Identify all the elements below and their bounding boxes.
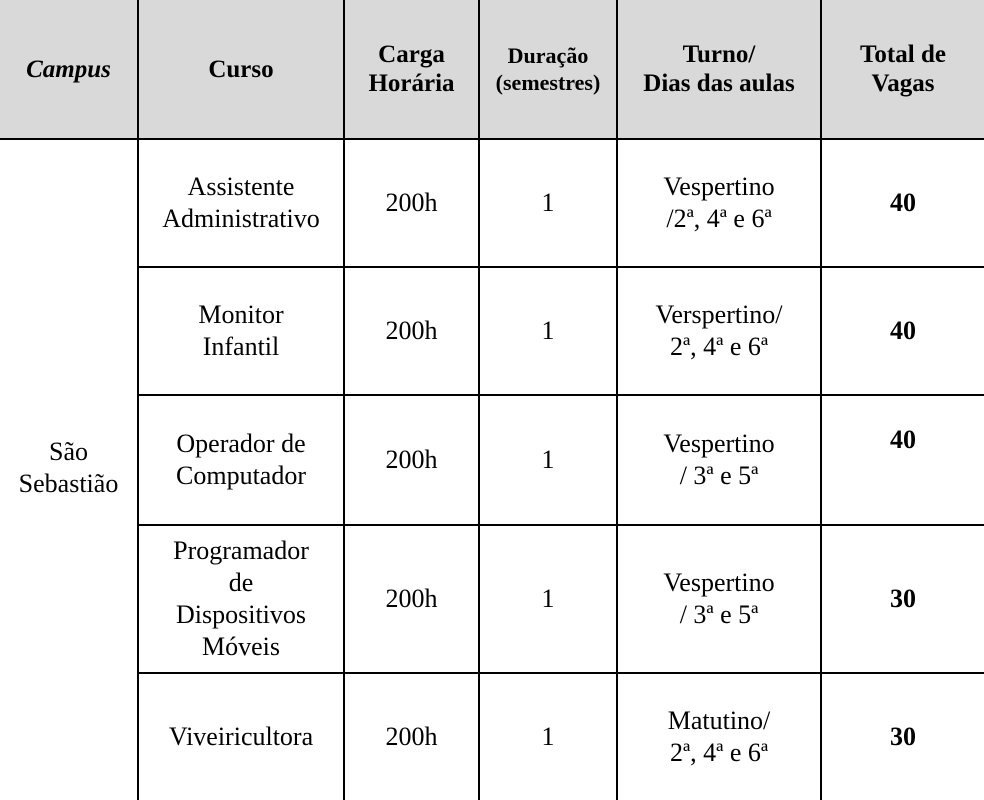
- turno-value: Vespertino / 3ª e 5ª: [663, 429, 775, 490]
- duracao-value: 1: [541, 445, 555, 474]
- curso-name: Monitor Infantil: [198, 300, 284, 361]
- table-row-3-duracao: [480, 396, 618, 526]
- table-row-1-curso: [139, 140, 345, 268]
- duracao-value: 1: [541, 316, 555, 345]
- table-row-1-turno: [618, 140, 822, 268]
- turno-value: Verspertino/ 2ª, 4ª e 6ª: [655, 300, 783, 361]
- carga-value: 200h: [385, 445, 438, 474]
- vagas-value: 40: [890, 425, 916, 454]
- table-row-3-carga: [345, 396, 480, 526]
- duracao-value: 1: [541, 722, 555, 751]
- table-row-4-turno: [618, 526, 822, 674]
- table-row-3-curso: [139, 396, 345, 526]
- vagas-value: 30: [890, 722, 916, 751]
- table-row-2-turno: [618, 268, 822, 396]
- table-row-5-carga: [345, 674, 480, 800]
- table-row-1-vagas: [822, 140, 984, 268]
- duracao-value: 1: [541, 188, 555, 217]
- table-row-2-curso: [139, 268, 345, 396]
- curso-name: Assistente Administrativo: [162, 172, 320, 233]
- header-duracao: [480, 0, 618, 140]
- table-row-3-vagas: [822, 396, 984, 526]
- curso-name: Operador de Computador: [176, 429, 306, 490]
- table-row-4-vagas: [822, 526, 984, 674]
- vagas-value: 40: [890, 188, 916, 217]
- vagas-value: 30: [890, 584, 916, 613]
- table-row-5-curso: [139, 674, 345, 800]
- turno-value: Matutino/ 2ª, 4ª e 6ª: [667, 706, 771, 767]
- table-row-2-carga: [345, 268, 480, 396]
- turno-value: Vespertino /2ª, 4ª e 6ª: [663, 172, 775, 233]
- curso-name: Viveiricultora: [168, 722, 314, 751]
- campus-value: São Sebastião: [18, 437, 119, 498]
- table-row-1-carga: [345, 140, 480, 268]
- header-carga-label: Carga Horária: [368, 41, 455, 97]
- table-row-3-turno: [618, 396, 822, 526]
- header-campus-label: Campus: [26, 55, 111, 83]
- table-row-4-duracao: [480, 526, 618, 674]
- table-row-2-duracao: [480, 268, 618, 396]
- header-campus: [0, 0, 139, 140]
- table-row-5-vagas: [822, 674, 984, 800]
- table-row-4-carga: [345, 526, 480, 674]
- vagas-value: 40: [890, 316, 916, 345]
- curso-name: Programador de Dispositivos Móveis: [173, 536, 309, 661]
- table-row-2-vagas: [822, 268, 984, 396]
- table-row-5-duracao: [480, 674, 618, 800]
- table-row-4-curso: [139, 526, 345, 674]
- header-duracao-label: Duração (semestres): [495, 43, 601, 95]
- header-curso-label: Curso: [208, 55, 274, 83]
- table-row-1-duracao: [480, 140, 618, 268]
- turno-value: Vespertino / 3ª e 5ª: [663, 568, 775, 629]
- header-carga-horaria: [345, 0, 480, 140]
- table-row-5-turno: [618, 674, 822, 800]
- header-total-vagas: [822, 0, 984, 140]
- header-turno-label: Turno/ Dias das aulas: [643, 41, 795, 97]
- carga-value: 200h: [385, 722, 438, 751]
- header-curso: [139, 0, 345, 140]
- duracao-value: 1: [541, 584, 555, 613]
- header-vagas-label: Total de Vagas: [860, 41, 946, 97]
- carga-value: 200h: [385, 188, 438, 217]
- campus-cell: [0, 140, 139, 800]
- carga-value: 200h: [385, 316, 438, 345]
- carga-value: 200h: [385, 584, 438, 613]
- header-turno: [618, 0, 822, 140]
